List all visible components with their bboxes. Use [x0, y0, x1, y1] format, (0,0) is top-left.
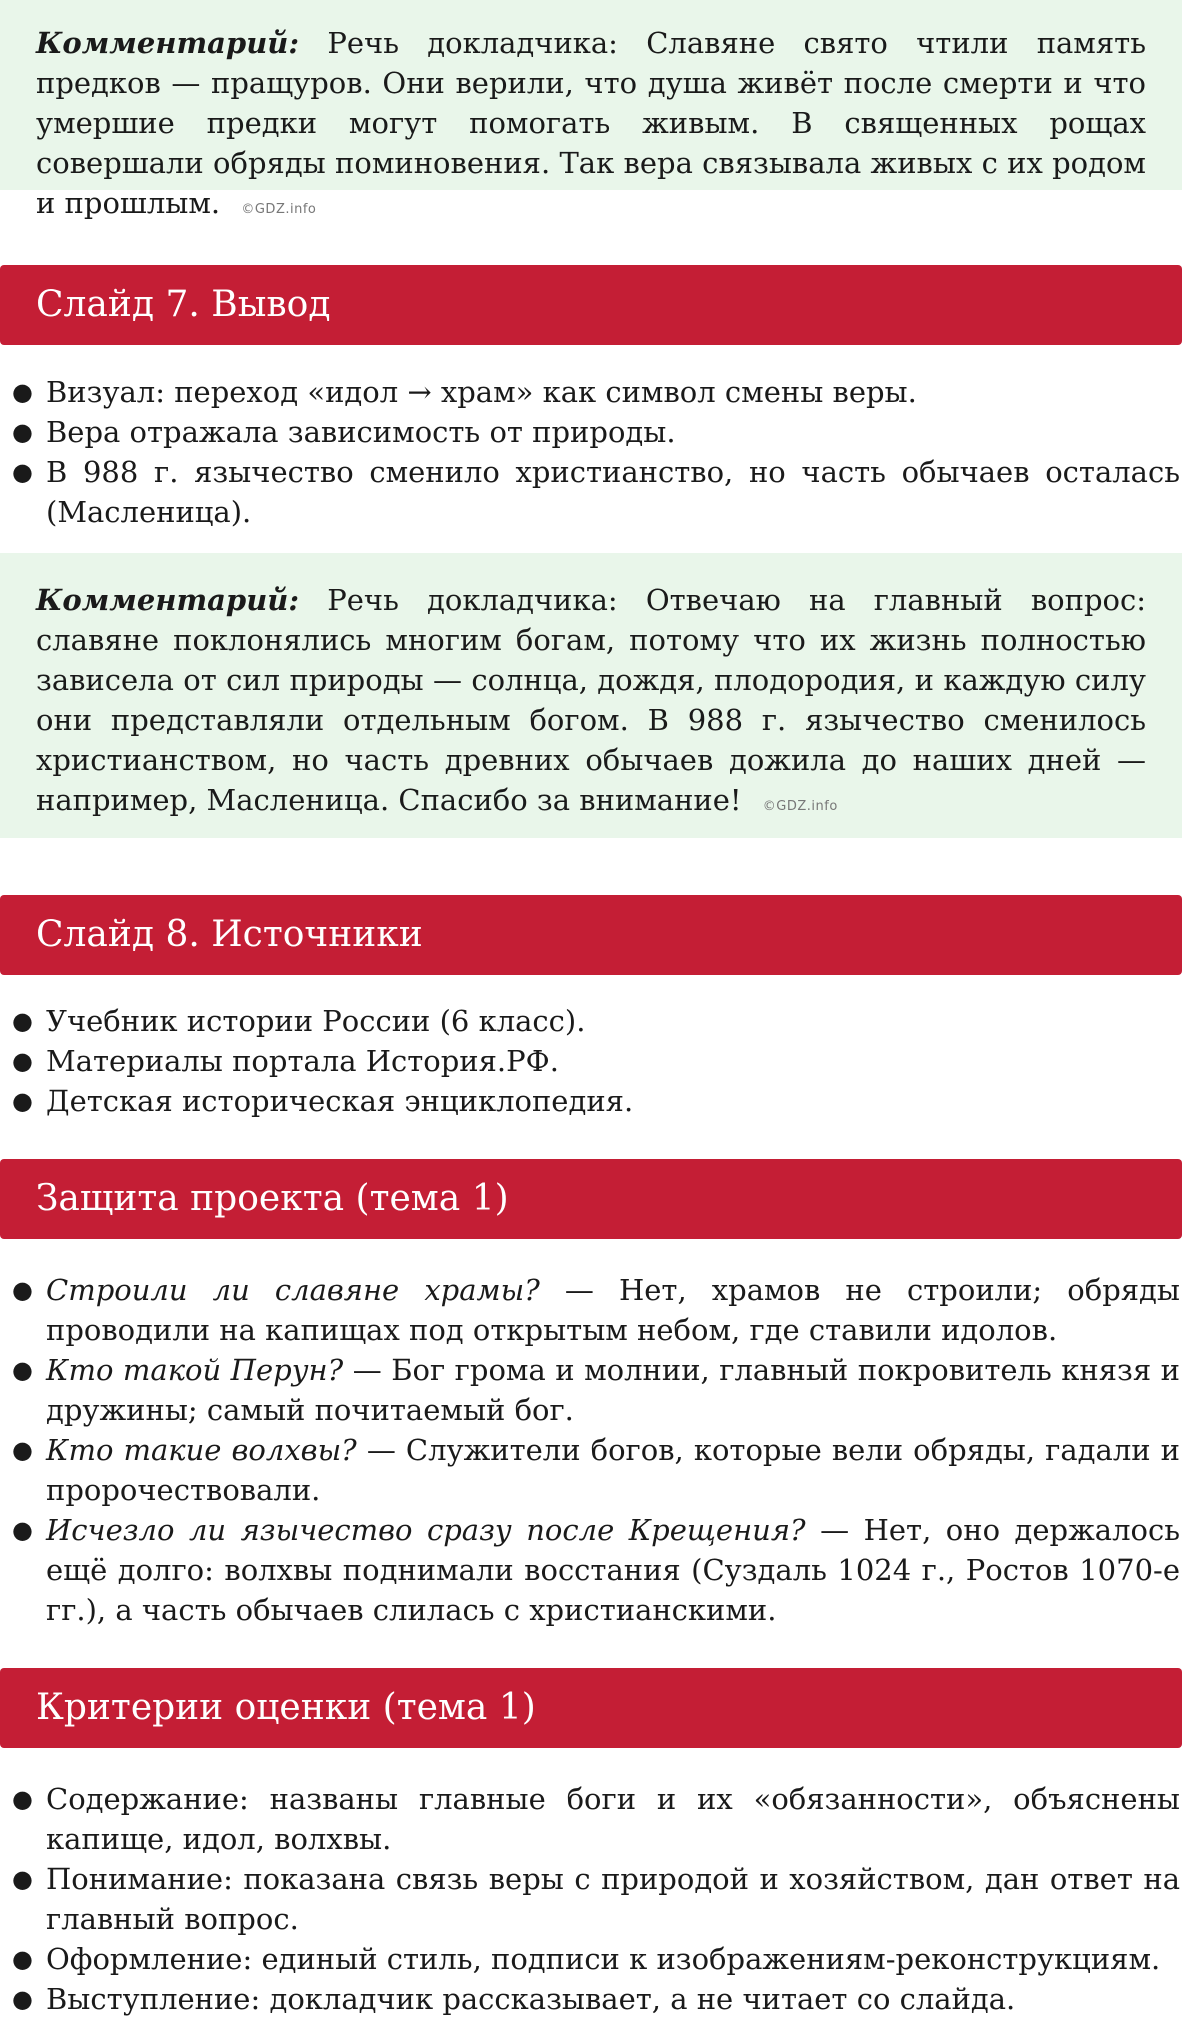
- list-item: [0, 1041, 1182, 1081]
- question-text: Исчезло ли язычество сразу после Крещения?: [46, 1513, 806, 1547]
- list-item: [0, 1979, 1182, 2019]
- bullet-icon: ●: [12, 1865, 33, 1893]
- list-item-text: Выступление: докладчик рассказывает, а не читает со слайда.: [46, 1982, 1016, 2016]
- answer-text: — Служители богов, которые вели обряды, гадали и пророчествовали.: [46, 1433, 1180, 1507]
- list-item-text: Детская историческая энциклопедия.: [46, 1084, 634, 1118]
- list-item-text: Визуал: переход «идол → храм» как символ смены веры.: [46, 375, 917, 409]
- slide-7-header: Слайд 7. Вывод: [0, 265, 1182, 345]
- bullet-icon: ●: [12, 1007, 33, 1035]
- comment-label: Комментарий:: [36, 583, 300, 617]
- bullet-icon: ●: [12, 1436, 33, 1464]
- bullet-icon: ●: [12, 1047, 33, 1075]
- defense-header: Защита проекта (тема 1): [0, 1159, 1182, 1239]
- bullet-icon: ●: [12, 1945, 33, 1973]
- list-item: [0, 1779, 1182, 1859]
- list-item: [0, 1430, 1182, 1510]
- question-text: Строили ли славяне храмы?: [46, 1273, 540, 1307]
- list-item-text: Материалы портала История.РФ.: [46, 1044, 559, 1078]
- bullet-icon: ●: [12, 418, 33, 446]
- bullet-icon: ●: [12, 378, 33, 406]
- list-item: [0, 1939, 1182, 1979]
- criteria-list: [0, 1779, 1182, 2019]
- list-item: [0, 412, 1182, 452]
- defense-list: [0, 1270, 1182, 1630]
- list-item-text: Содержание: названы главные боги и их «обязанности», объяснены капище, идол, волхвы.: [46, 1782, 1180, 1856]
- bullet-icon: ●: [12, 1087, 33, 1115]
- bullet-icon: ●: [12, 1985, 33, 2013]
- bullet-icon: ●: [12, 1276, 33, 1304]
- comment-box-2: [0, 553, 1182, 838]
- comment-text: Речь докладчика: Славяне свято чтили память предков — пращуров. Они верили, что душа живёт после смерти и что умершие предки могут помогать живым. В священных рощах совершали обряды поминовения. Так вера связывала живых с их родом и прошлым.: [36, 26, 1146, 220]
- comment-label: Комментарий:: [36, 26, 300, 60]
- slide-8-header: Слайд 8. Источники: [0, 895, 1182, 975]
- list-item: [0, 1859, 1182, 1939]
- question-text: Кто такие волхвы?: [46, 1433, 357, 1467]
- watermark: ©GDZ.info: [241, 202, 317, 217]
- list-item: [0, 1081, 1182, 1121]
- list-item-text: В 988 г. язычество сменило христианство, но часть обычаев осталась (Масленица).: [46, 455, 1180, 529]
- bullet-icon: ●: [12, 1516, 33, 1544]
- slide-7-list: [0, 372, 1182, 532]
- list-item: [0, 452, 1182, 532]
- list-item: [0, 1270, 1182, 1350]
- answer-text: — Нет, оно держалось ещё долго: волхвы поднимали восстания (Суздаль 1024 г., Ростов 1070-е гг.), а часть обычаев слилась с христианскими.: [46, 1513, 1181, 1627]
- bullet-icon: ●: [12, 1785, 33, 1813]
- answer-text: — Нет, храмов не строили; обряды проводили на капищах под открытым небом, где ставили идолов.: [46, 1273, 1180, 1347]
- criteria-header: Критерии оценки (тема 1): [0, 1668, 1182, 1748]
- answer-text: — Бог грома и молнии, главный покровитель князя и дружины; самый почитаемый бог.: [46, 1353, 1180, 1427]
- question-text: Кто такой Перун?: [46, 1353, 344, 1387]
- bullet-icon: ●: [12, 458, 33, 486]
- comment-text: Речь докладчика: Отвечаю на главный вопрос: славяне поклонялись многим богам, потому что их жизнь полностью зависела от сил природы — солнца, дождя, плодородия, и каждую силу они представляли отдельным богом. В 988 г. язычество сменилось христианством, но часть древних обычаев дожила до наших дней — например, Масленица. Спасибо за внимание!: [36, 583, 1146, 817]
- list-item: [0, 1510, 1182, 1630]
- list-item: [0, 372, 1182, 412]
- list-item: [0, 1350, 1182, 1430]
- slide-8-list: [0, 1001, 1182, 1121]
- list-item-text: Оформление: единый стиль, подписи к изображениям-реконструкциям.: [46, 1942, 1161, 1976]
- watermark: ©GDZ.info: [762, 799, 838, 814]
- bullet-icon: ●: [12, 1356, 33, 1384]
- list-item-text: Учебник истории России (6 класс).: [46, 1004, 586, 1038]
- comment-box-1: [0, 0, 1182, 220]
- list-item-text: Вера отражала зависимость от природы.: [46, 415, 676, 449]
- list-item-text: Понимание: показана связь веры с природой и хозяйством, дан ответ на главный вопрос.: [46, 1862, 1180, 1936]
- list-item: [0, 1001, 1182, 1041]
